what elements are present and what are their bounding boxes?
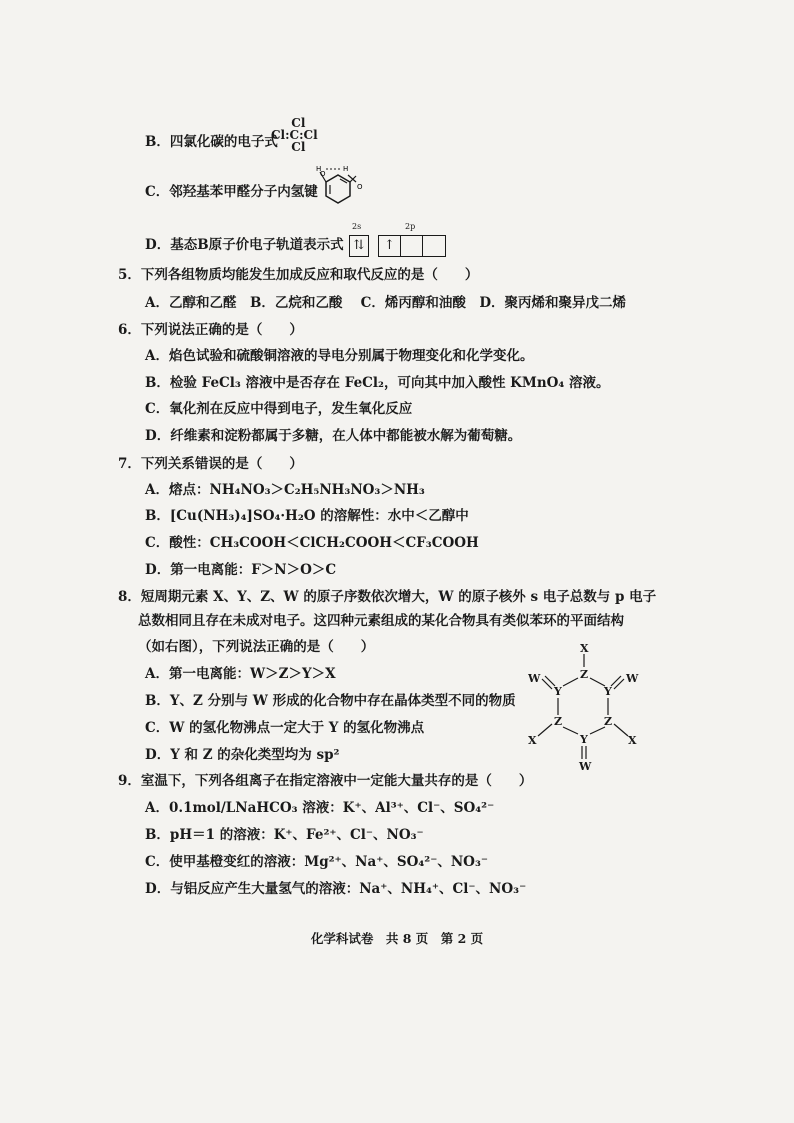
svg-text:O: O — [357, 183, 363, 191]
q7-option-b: B．[Cu(NH₃)₄]SO₄·H₂O 的溶解性：水中＜乙醇中 — [145, 508, 469, 524]
q8-stem-line3: （如右图），下列说法正确的是（ ） — [138, 639, 375, 655]
q8-stem-line2: 总数相同且存在未成对电子。这四种元素组成的某化合物具有类似苯环的平面结构 — [138, 613, 624, 629]
q8-option-a: A．第一电离能：W＞Z＞Y＞X — [145, 666, 336, 682]
q6-stem: 6．下列说法正确的是（ ） — [118, 322, 303, 338]
svg-text:H: H — [316, 165, 322, 173]
q4-option-b — [145, 133, 278, 151]
ring-atom-w-left: W — [528, 672, 541, 685]
q7-option-a: A．熔点：NH₄NO₃＞C₂H₅NH₃NO₃＞NH₃ — [145, 482, 425, 498]
ring-atom-x-left: X — [528, 734, 537, 747]
q7-option-d: D．第一电离能：F＞N＞O＞C — [145, 562, 337, 578]
orbital-box-2p: ↑ — [378, 235, 446, 257]
salicylaldehyde-structure-icon — [306, 160, 366, 216]
ring-atom-z-top: Z — [580, 668, 589, 681]
orbital-box-2s: ⇅ — [349, 235, 369, 257]
page-footer: 化学科试卷 共 8 页 第 2 页 — [310, 931, 484, 946]
q9-option-a: A．0.1mol/LNaHCO₃ 溶液：K⁺、Al³⁺、Cl⁻、SO₄²⁻ — [145, 800, 495, 816]
q9-option-c: C．使甲基橙变红的溶液：Mg²⁺、Na⁺、SO₄²⁻、NO₃⁻ — [145, 854, 488, 870]
ring-atom-y-left: Y — [554, 685, 562, 698]
q4-option-c-text: C．邻羟基苯甲醛分子内氢键 — [145, 184, 318, 200]
q4-option-b-text: B．四氯化碳的电子式 — [145, 134, 278, 150]
ccl4-electron-formula — [271, 117, 318, 153]
q4-option-c — [145, 183, 318, 201]
q8-option-c: C．W 的氢化物沸点一定大于 Y 的氢化物沸点 — [145, 720, 425, 736]
ccl4-bot: Cl — [291, 140, 306, 154]
ring-atom-z-left: Z — [554, 715, 563, 728]
q6-option-d: D．纤维素和淀粉都属于多糖，在人体中都能被水解为葡萄糖。 — [145, 428, 522, 444]
q9-stem: 9．室温下，下列各组离子在指定溶液中一定能大量共存的是（ ） — [118, 773, 533, 789]
ring-atom-z-right: Z — [604, 715, 613, 728]
q5-stem: 5．下列各组物质均能发生加成反应和取代反应的是（ ） — [118, 267, 479, 283]
ccl4-mid: Cl:C:Cl — [271, 128, 318, 142]
svg-text:H: H — [343, 165, 349, 173]
orbital-diagram — [345, 222, 445, 262]
svg-text:O: O — [320, 170, 326, 178]
ring-atom-x-top: X — [580, 642, 589, 655]
q8-stem-line1: 8．短周期元素 X、Y、Z、W 的原子序数依次增大，W 的原子核外 s 电子总数与 p 电子 — [118, 589, 657, 605]
q9-option-b: B．pH＝1 的溶液：K⁺、Fe²⁺、Cl⁻、NO₃⁻ — [145, 827, 424, 843]
orbital-label-2s: 2s — [352, 222, 362, 231]
q5-options: A．乙醇和乙醛 B．乙烷和乙酸 C．烯丙醇和油酸 D．聚丙烯和聚异戊二烯 — [145, 295, 627, 311]
ring-atom-w-bottom: W — [579, 760, 592, 773]
q8-ring-structure-diagram — [528, 640, 648, 775]
q7-stem: 7．下列关系错误的是（ ） — [118, 456, 303, 472]
ring-atom-y-right: Y — [604, 685, 612, 698]
q6-option-b: B．检验 FeCl₃ 溶液中是否存在 FeCl₂，可向其中加入酸性 KMnO₄ 溶液。 — [145, 375, 610, 391]
q4-option-d — [145, 236, 344, 254]
q9-option-d: D．与铝反应产生大量氢气的溶液：Na⁺、NH₄⁺、Cl⁻、NO₃⁻ — [145, 881, 527, 897]
q7-option-c: C．酸性：CH₃COOH＜ClCH₂COOH＜CF₃COOH — [145, 535, 479, 551]
ring-atom-y-bottom: Y — [580, 733, 588, 746]
ccl4-top: Cl — [291, 116, 306, 130]
ring-atom-w-right: W — [626, 672, 639, 685]
q8-option-b: B．Y、Z 分别与 W 形成的化合物中存在晶体类型不同的物质 — [145, 693, 516, 709]
ring-atom-x-right: X — [628, 734, 637, 747]
q8-option-d: D．Y 和 Z 的杂化类型均为 sp² — [145, 747, 340, 763]
q6-option-c: C．氧化剂在反应中得到电子，发生氧化反应 — [145, 401, 413, 417]
q6-option-a: A．焰色试验和硫酸铜溶液的导电分别属于物理变化和化学变化。 — [145, 348, 534, 364]
orbital-label-2p: 2p — [405, 222, 416, 231]
q4-option-d-text: D．基态B原子价电子轨道表示式 — [145, 237, 344, 253]
